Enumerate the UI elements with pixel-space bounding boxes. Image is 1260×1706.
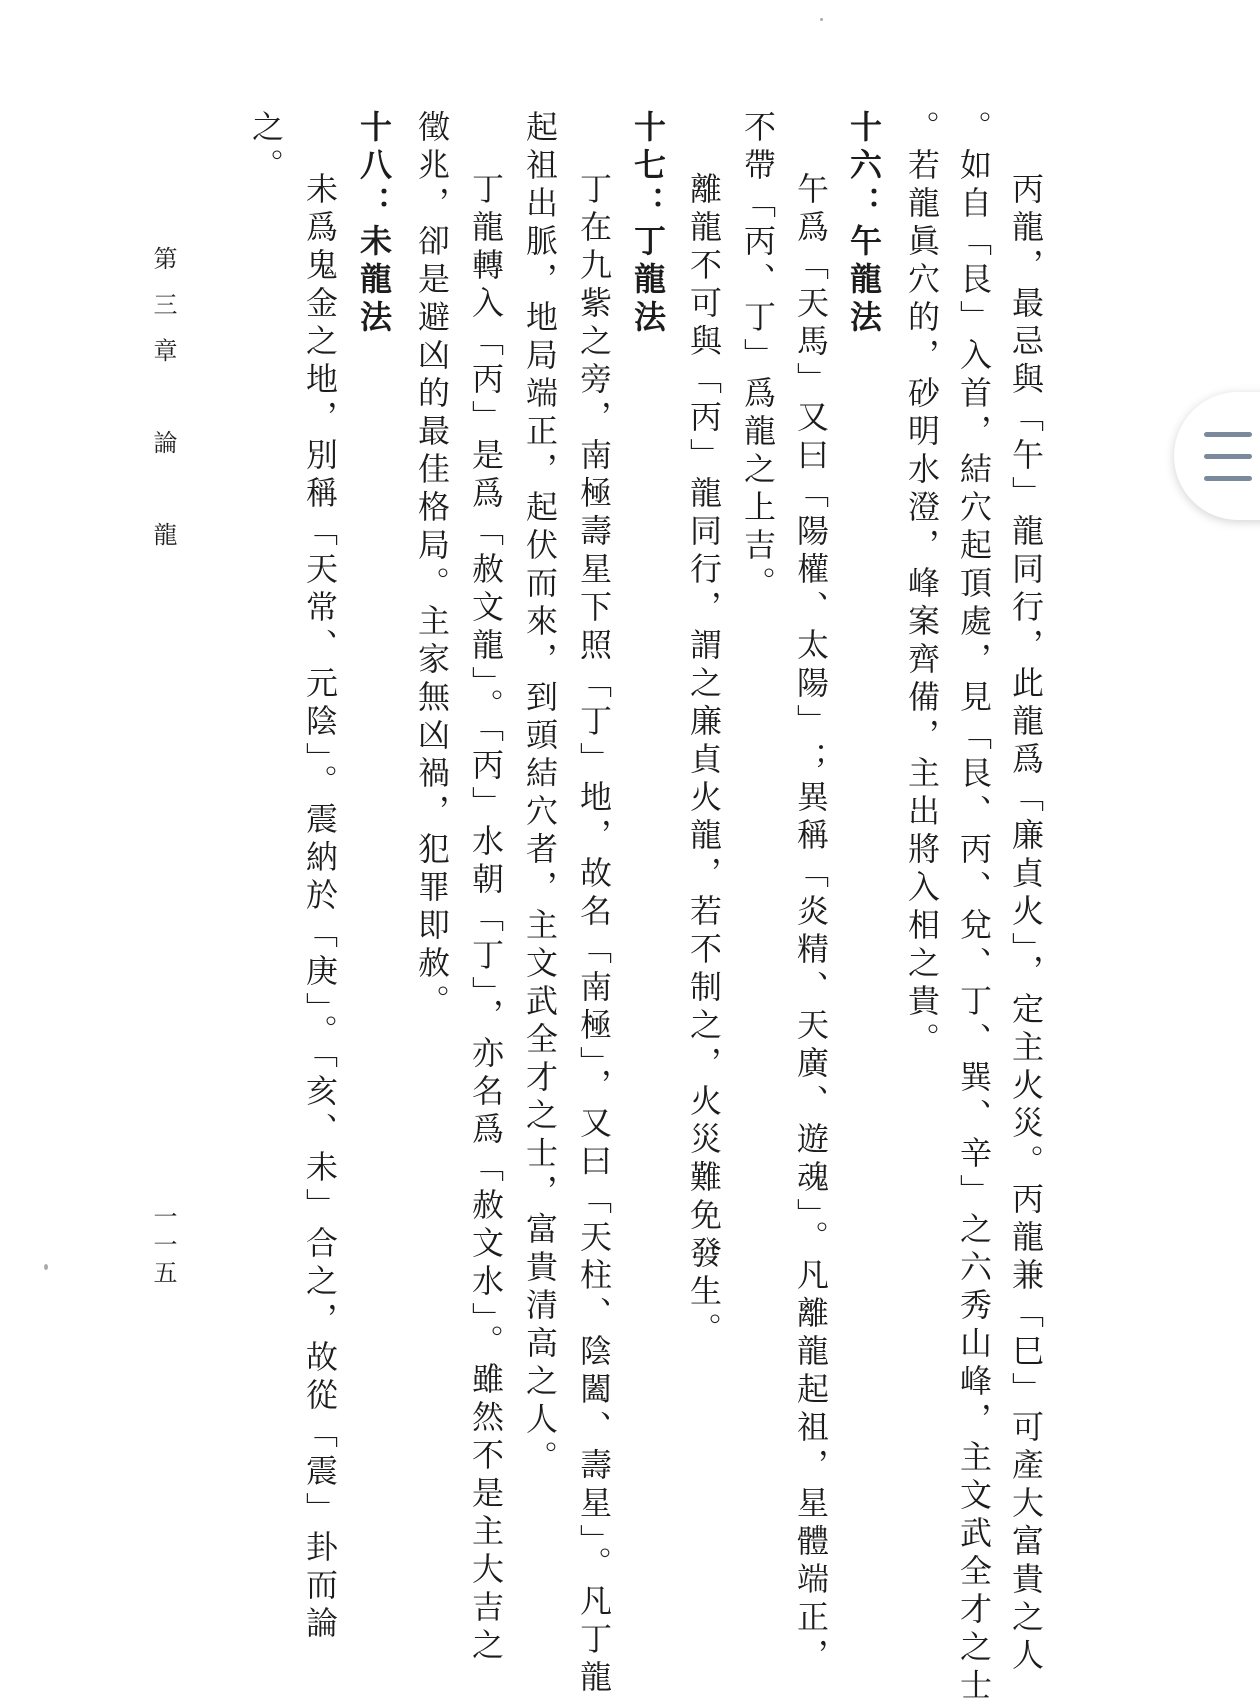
menu-icon-bar [1204,454,1252,459]
text-column: 丁在九紫之旁，南極壽星下照「丁」地，故名「南極」，又曰「天柱、陰闔、壽星」。凡丁龍 [575,172,613,1698]
section-heading-16: 十六：午龍法 [845,110,883,338]
text-column: 不帶「丙、丁」爲龍之上吉。 [739,110,777,604]
section-heading-17: 十七：丁龍法 [629,110,667,338]
text-column: 丙龍，最忌與「午」龍同行，此龍爲「廉貞火」，定主火災。丙龍兼「巳」可產大富貴之人 [1007,172,1045,1676]
text-column: 。若龍眞穴的，砂明水澄，峰案齊備，主出將入相之貴。 [903,110,941,1060]
menu-icon-bar [1204,432,1252,437]
text-column: 丁龍轉入「丙」是爲「赦文龍」。「丙」水朝「丁」，亦名爲「赦文水」。雖然不是主大吉之 [467,172,505,1666]
section-heading-18: 十八：未龍法 [355,110,393,338]
text-column: 離龍不可與「丙」龍同行，謂之廉貞火龍，若不制之，火災難免發生。 [685,172,723,1350]
menu-icon-bar [1204,476,1252,481]
text-column: 起祖出脈，地局端正，起伏而來，到頭結穴者，主文武全才之士，富貴清高之人。 [521,110,559,1478]
text-column: 。如自「艮」入首，結穴起頂處，見「艮、丙、兌、丁、巽、辛」之六秀山峰，主文武全才之士 [955,110,993,1706]
scan-speck [44,1264,48,1270]
running-head: 第三章 論 龍 [149,246,177,568]
text-column: 之。 [247,110,285,186]
text-column: 午爲「天馬」又曰「陽權、太陽」；異稱「炎精、天廣、遊魂」。凡離龍起祖，星體端正， [792,172,830,1676]
text-column: 未爲鬼金之地，別稱「天常、元陰」。震納於「庚」。「亥、未」合之，故從「震」卦而論 [301,172,339,1644]
text-column: 徵兆，卻是避凶的最佳格局。主家無凶禍，犯罪即赦。 [413,110,451,1022]
page-number: 一一五 [149,1204,177,1288]
scan-speck [820,18,823,21]
